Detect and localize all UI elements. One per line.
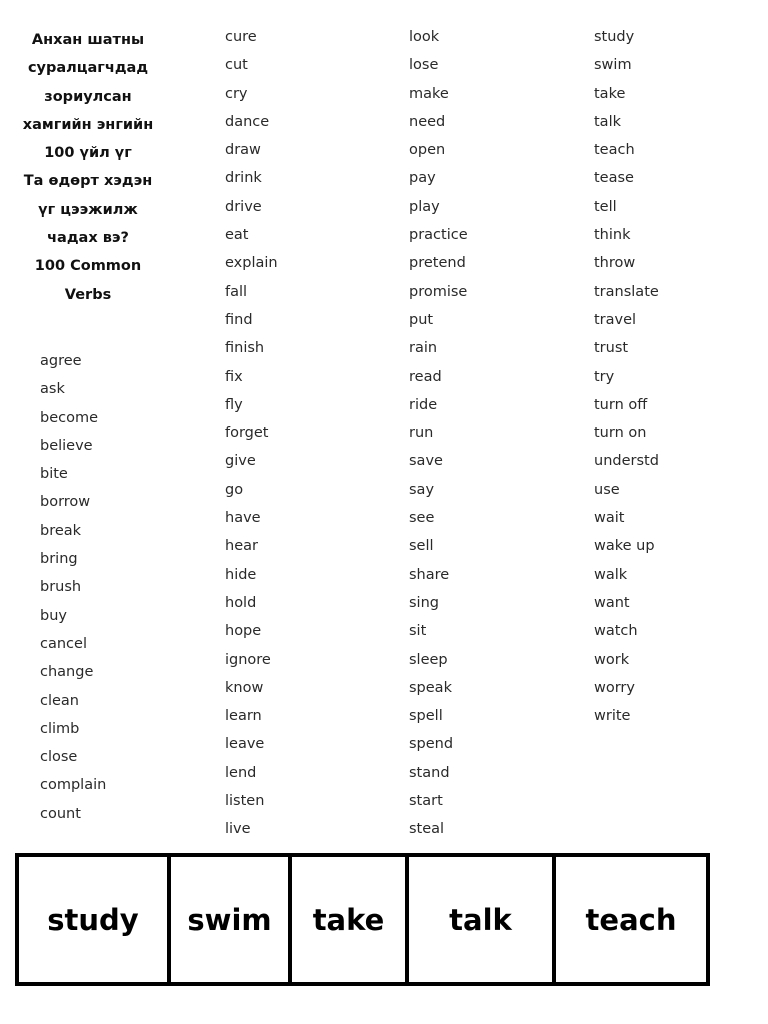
title-line: Verbs <box>64 286 112 303</box>
verb-item: change <box>40 664 94 681</box>
title-line: чадах вэ? <box>47 230 129 247</box>
verb-item: put <box>409 311 434 328</box>
verb-item: count <box>40 805 81 822</box>
verb-item: bring <box>40 551 78 568</box>
verb-item: bite <box>40 466 68 483</box>
verb-item: throw <box>594 255 636 272</box>
verb-item: play <box>409 198 440 215</box>
verb-item: practice <box>409 227 468 244</box>
verb-item: cut <box>225 57 248 74</box>
verb-item: stand <box>409 764 450 781</box>
verb-item: go <box>225 481 244 498</box>
verb-item: read <box>409 368 442 385</box>
verb-item: translate <box>594 283 659 300</box>
verb-item: complain <box>40 777 107 794</box>
verb-item: agree <box>40 353 82 369</box>
verb-column-2 <box>225 23 278 844</box>
verb-item: need <box>409 113 446 130</box>
verb-item: finish <box>225 340 265 357</box>
verb-item: close <box>40 749 78 766</box>
verb-item: make <box>409 85 449 102</box>
verb-table-cell: talk <box>409 857 556 982</box>
verb-item: think <box>594 227 631 244</box>
verb-item: lend <box>225 764 257 781</box>
verb-item: wait <box>594 510 625 527</box>
verb-item: use <box>594 481 620 498</box>
verb-item: promise <box>409 283 468 300</box>
verb-item: want <box>594 594 630 611</box>
verb-item: draw <box>225 142 261 159</box>
verb-item: ignore <box>225 651 271 668</box>
verb-item: clean <box>40 692 79 709</box>
title-line: Анхан шатны <box>31 32 145 48</box>
verb-item: sing <box>409 594 439 611</box>
verb-item: walk <box>594 566 628 583</box>
verb-item: watch <box>594 623 638 640</box>
verb-item: leave <box>225 736 265 753</box>
verb-item: drive <box>225 198 262 215</box>
verb-item: teach <box>594 142 635 159</box>
verb-item: know <box>225 679 264 696</box>
verb-item: start <box>409 793 443 810</box>
verb-item: run <box>409 425 434 442</box>
verb-item: sell <box>409 538 434 555</box>
verb-item: find <box>225 311 253 328</box>
verb-item: pay <box>409 170 436 187</box>
verb-item: wake up <box>594 538 655 555</box>
verb-item: rain <box>409 340 438 357</box>
title-line: Та өдөрт хэдэн <box>23 173 153 190</box>
verb-column-4 <box>594 23 659 730</box>
verb-item: turn on <box>594 425 647 442</box>
verb-item: cure <box>225 29 257 45</box>
verb-item: spend <box>409 736 454 753</box>
verb-item: ask <box>40 381 65 398</box>
verb-item: give <box>225 453 256 470</box>
verb-item: become <box>40 409 99 426</box>
verb-item: cry <box>225 85 248 102</box>
verb-item: eat <box>225 227 249 244</box>
verb-item: have <box>225 510 261 527</box>
verb-item: write <box>594 708 631 725</box>
verb-item: try <box>594 368 615 385</box>
verb-item: talk <box>594 113 621 130</box>
verb-item: tease <box>594 170 634 187</box>
verb-item: listen <box>225 793 265 810</box>
verb-item: say <box>409 481 435 498</box>
verb-item: learn <box>225 708 262 725</box>
verb-table-cell: take <box>292 857 409 982</box>
verb-item: understd <box>594 453 659 470</box>
verb-item: borrow <box>40 494 91 511</box>
verb-item: trust <box>594 340 629 357</box>
verb-table <box>15 853 710 986</box>
title-line: зориулсан <box>44 88 132 105</box>
title-line: 100 үйл үг <box>44 145 132 162</box>
verb-item: believe <box>40 437 93 454</box>
verb-item: sit <box>409 623 427 640</box>
verb-item: open <box>409 142 446 159</box>
verb-item: explain <box>225 255 278 272</box>
verb-item: buy <box>40 607 67 624</box>
verb-item: hold <box>225 594 257 611</box>
verb-item: brush <box>40 579 82 596</box>
verb-item: hear <box>225 538 258 555</box>
verb-item: travel <box>594 311 637 328</box>
page-title <box>8 26 168 309</box>
verb-item: ride <box>409 396 438 413</box>
verb-item: pretend <box>409 255 466 272</box>
verb-item: fix <box>225 368 243 385</box>
verb-item: share <box>409 566 450 583</box>
verb-item: take <box>594 85 626 102</box>
verb-item: hope <box>225 623 262 640</box>
verb-item: turn off <box>594 396 648 413</box>
verb-item: hide <box>225 566 257 583</box>
title-line: 100 Common <box>34 258 142 275</box>
verb-item: tell <box>594 198 617 215</box>
verb-item: study <box>594 29 635 45</box>
title-line: суралцагчдад <box>27 60 149 77</box>
verb-item: forget <box>225 425 269 442</box>
verb-item: swim <box>594 57 632 74</box>
verb-item: climb <box>40 720 80 737</box>
verb-item: sleep <box>409 651 448 668</box>
verb-item: live <box>225 821 251 838</box>
title-line: хамгийн энгийн <box>22 116 154 133</box>
verb-item: fly <box>225 396 243 413</box>
title-line: үг цээжилж <box>38 201 138 218</box>
verb-item: see <box>409 510 435 527</box>
verb-item: lose <box>409 57 439 74</box>
verb-item: look <box>409 29 440 45</box>
verb-item: steal <box>409 821 445 838</box>
verb-item: cancel <box>40 635 87 652</box>
verb-table-cell: teach <box>585 902 677 937</box>
verb-item: break <box>40 522 82 539</box>
verb-table-cell: study <box>19 857 171 982</box>
verb-item: work <box>594 651 630 668</box>
verb-column-1 <box>40 347 106 828</box>
verb-item: worry <box>594 679 635 696</box>
verb-item: speak <box>409 679 452 696</box>
verb-column-3 <box>409 23 468 844</box>
verb-item: fall <box>225 283 248 300</box>
verb-item: dance <box>225 113 270 130</box>
verb-table-cell: swim <box>171 857 292 982</box>
verb-item: spell <box>409 708 443 725</box>
verb-item: drink <box>225 170 262 187</box>
verb-item: save <box>409 453 443 470</box>
